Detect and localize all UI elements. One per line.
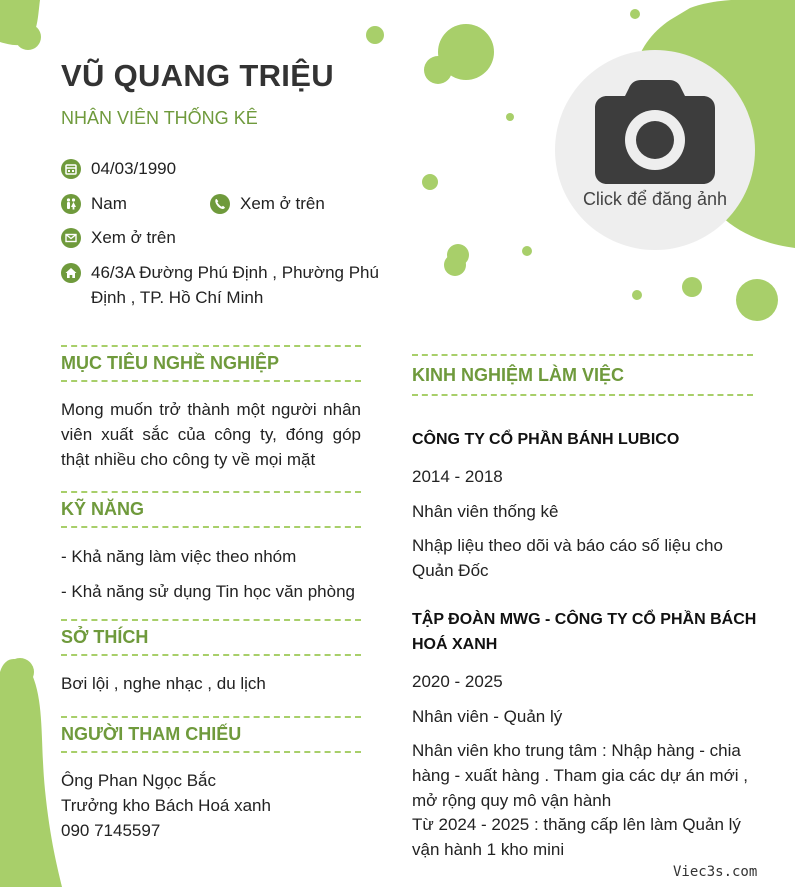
- skills-title: KỸ NĂNG: [61, 499, 145, 519]
- divider: [61, 619, 361, 621]
- reference-line: 090 7145597: [61, 821, 161, 840]
- divider: [412, 394, 753, 396]
- divider: [61, 716, 361, 718]
- calendar-icon: [61, 159, 81, 179]
- job-period: 2014 - 2018: [412, 467, 503, 486]
- divider: [412, 354, 753, 356]
- objective-text: Mong muốn trở thành một người nhân viên xuất sắc của công ty, đóng góp thật nhiều cho công ty về mọi mặt: [61, 400, 361, 469]
- experience-title: KINH NGHIỆM LÀM VIỆC: [412, 365, 625, 385]
- gender-icon: [61, 194, 81, 214]
- objective-title: MỤC TIÊU NGHỀ NGHIỆP: [61, 353, 280, 373]
- watermark: Viec3s.com: [673, 864, 758, 880]
- envelope-icon: [61, 228, 81, 248]
- reference-line: Trưởng kho Bách Hoá xanh: [61, 796, 271, 815]
- divider: [61, 751, 361, 753]
- home-icon: [61, 263, 81, 283]
- divider: [61, 654, 361, 656]
- email-row: [61, 227, 176, 250]
- address-value: 46/3A Đường Phú Định , Phường Phú Định , TP. Hồ Chí Minh: [91, 263, 379, 307]
- phone-value: Xem ở trên: [240, 194, 325, 213]
- job-company: TẬP ĐOÀN MWG - CÔNG TY CỔ PHẦN BÁCH HOÁ XANH: [412, 611, 757, 653]
- phone-icon: [210, 194, 230, 214]
- divider: [61, 345, 361, 347]
- job-description-extra: Từ 2024 - 2025 : thăng cấp lên làm Quản lý vận hành 1 kho mini: [412, 815, 741, 859]
- gender-row: [61, 193, 127, 216]
- references-title: NGƯỜI THAM CHIẾU: [61, 724, 242, 744]
- reference-line: Ông Phan Ngọc Bắc: [61, 771, 216, 790]
- divider: [61, 380, 361, 382]
- email-value: Xem ở trên: [91, 228, 176, 247]
- candidate-job-title: NHÂN VIÊN THỐNG KÊ: [61, 108, 258, 128]
- address-row: [61, 262, 381, 310]
- divider: [61, 526, 361, 528]
- skill-item: - Khả năng làm việc theo nhóm: [61, 547, 297, 566]
- hobbies-title: SỞ THÍCH: [61, 627, 149, 647]
- gender-value: Nam: [91, 194, 127, 213]
- job-position: Nhân viên thống kê: [412, 502, 559, 521]
- skill-item: - Khả năng sử dụng Tin học văn phòng: [61, 582, 355, 601]
- job-description: Nhân viên kho trung tâm : Nhập hàng - chia hàng - xuất hàng . Tham gia các dự án mới , mở rộng quy mô vận hành: [412, 741, 748, 810]
- job-position: Nhân viên - Quản lý: [412, 707, 563, 726]
- job-period: 2020 - 2025: [412, 672, 503, 691]
- candidate-name: VŨ QUANG TRIỆU: [61, 58, 334, 93]
- job-company: CÔNG TY CỔ PHẦN BÁNH LUBICO: [412, 431, 680, 448]
- job-description: Nhập liệu theo dõi và báo cáo số liệu cho Quản Đốc: [412, 536, 723, 580]
- divider: [61, 491, 361, 493]
- hobbies-text: Bơi lội , nghe nhạc , du lịch: [61, 674, 266, 693]
- birthday-row: [61, 158, 176, 181]
- phone-row: [210, 193, 325, 216]
- camera-icon: [595, 80, 715, 184]
- photo-upload-label: Click để đăng ảnh: [582, 189, 728, 209]
- photo-upload-button[interactable]: [555, 50, 755, 250]
- birthday-value: 04/03/1990: [91, 159, 177, 178]
